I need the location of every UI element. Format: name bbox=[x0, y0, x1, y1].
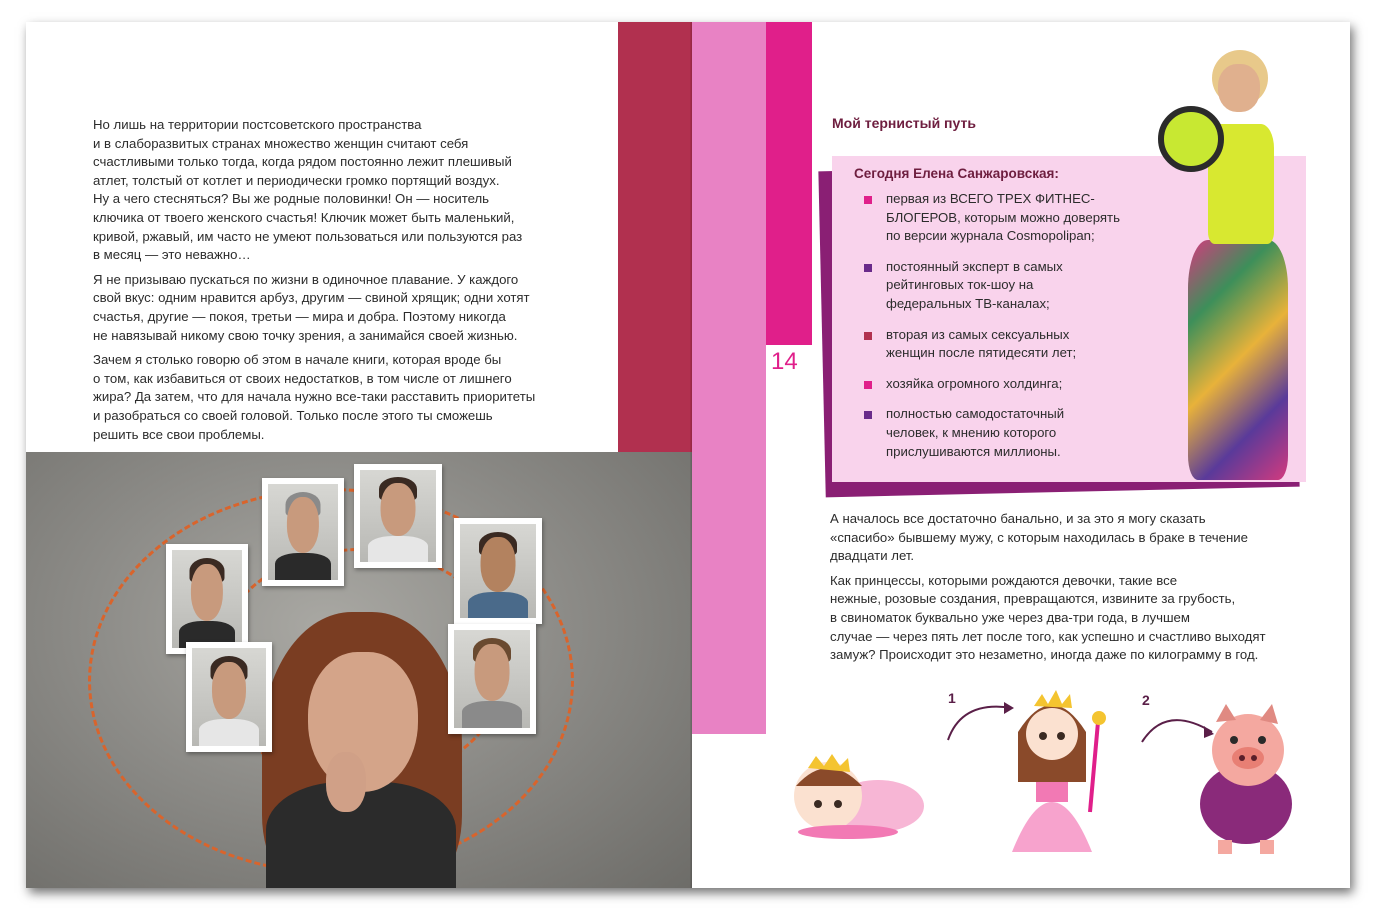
pig-illustration bbox=[1178, 700, 1312, 856]
book-spread bbox=[26, 22, 1350, 888]
bullet-square-icon bbox=[864, 332, 872, 340]
man-portrait-thumb bbox=[454, 518, 542, 624]
man-portrait-thumb bbox=[448, 624, 536, 734]
page-number: 14 bbox=[771, 348, 798, 375]
list-item-text: первая из ВСЕГО ТРЕХ ФИТНЕС- БЛОГЕРОВ, которым можно доверять по версии журнала Cosmopolipan; bbox=[886, 191, 1120, 244]
paragraph: Зачем я столько говорю об этом в начале книги, которая вроде бы о том, как избавиться от своих недостатков, в том числе от лишнего жира? Да затем, что для начала нужно все-таки расставить приоритеты и разобраться со своей головой. Только после этого ты сможешь решить все свои проблемы. bbox=[93, 352, 536, 442]
bullet-square-icon bbox=[864, 411, 872, 419]
highlight-box-title: Сегодня Елена Санжаровская: bbox=[854, 166, 1059, 181]
list-item bbox=[862, 405, 1122, 461]
man-portrait-thumb bbox=[354, 464, 442, 568]
athlete-face bbox=[1218, 64, 1260, 112]
right-page-text bbox=[830, 510, 1330, 671]
list-item-text: вторая из самых сексуальных женщин после пятидесяти лет; bbox=[886, 326, 1077, 361]
bullet-square-icon bbox=[864, 381, 872, 389]
collage-photo bbox=[26, 452, 692, 888]
paragraph: Как принцессы, которыми рождаются девочки, такие все нежные, розовые создания, превращаются, извините за грубость, в свиноматок буквально уже через два-три года, в лучшем случае — через пять лет после того, как успешно и счастливо выходят замуж? Происходит это незаметно, иногда даже по килограмму в год. bbox=[830, 572, 1266, 663]
man-portrait-thumb bbox=[262, 478, 344, 586]
list-item-text: полностью самодостаточный человек, к мнению которого прислушиваются миллионы. bbox=[886, 406, 1065, 459]
medicine-ball bbox=[1158, 106, 1224, 172]
step-number: 2 bbox=[1142, 692, 1150, 708]
left-page bbox=[26, 22, 692, 888]
list-item bbox=[862, 326, 1122, 363]
athlete-photo bbox=[1158, 44, 1308, 504]
list-item bbox=[862, 375, 1122, 394]
list-item-text: хозяйка огромного холдинга; bbox=[886, 375, 1063, 391]
light-pink-accent-bar bbox=[692, 22, 766, 734]
magenta-accent-bar bbox=[766, 22, 812, 345]
paragraph: Но лишь на территории постсоветского пространства и в слаборазвитых странах множество женщин считают себя счастливыми только тогда, когда рядом постоянно лежит плешивый атлет, толстый от котлет и периодически громко портящий воздух. Ну а чего стесняться? Вы же родные половинки! Он — носитель ключика от твоего женского счастья! Ключик может быть маленький, кривой, ржавый, им часто не умеют пользоваться или пользуются раз в месяц — это неважно… bbox=[93, 117, 523, 263]
baby-princess-illustration bbox=[788, 746, 928, 840]
list-item-text: постоянный эксперт в самых рейтинговых ток-шоу на федеральных ТВ-каналах; bbox=[886, 258, 1063, 311]
left-page-text bbox=[93, 116, 613, 450]
princess-illustration bbox=[982, 682, 1122, 862]
achievements-list bbox=[862, 190, 1122, 473]
list-item bbox=[862, 258, 1122, 314]
paragraph: А началось все достаточно банально, и за это я могу сказать «спасибо» бывшему мужу, с которым находилась в браке в течение двадцати лет. bbox=[830, 511, 1248, 564]
list-item bbox=[862, 190, 1122, 246]
woman-hand bbox=[326, 752, 366, 812]
step-number: 1 bbox=[948, 690, 956, 706]
bullet-square-icon bbox=[864, 264, 872, 272]
bullet-square-icon bbox=[864, 196, 872, 204]
athlete-leggings bbox=[1188, 240, 1288, 480]
right-page bbox=[692, 22, 1350, 888]
section-heading: Мой тернистый путь bbox=[832, 115, 976, 131]
crimson-accent-bar bbox=[618, 22, 692, 452]
man-portrait-thumb bbox=[166, 544, 248, 654]
paragraph: Я не призываю пускаться по жизни в одиночное плавание. У каждого свой вкус: одним нравится арбуз, другим — свиной хрящик; одни хотят счастья, другие — покоя, третьи — мира и добра. Поэтому никогда не навязывай никому свою точку зрения, а занимайся своей жизнью. bbox=[93, 271, 530, 343]
man-portrait-thumb bbox=[186, 642, 272, 752]
